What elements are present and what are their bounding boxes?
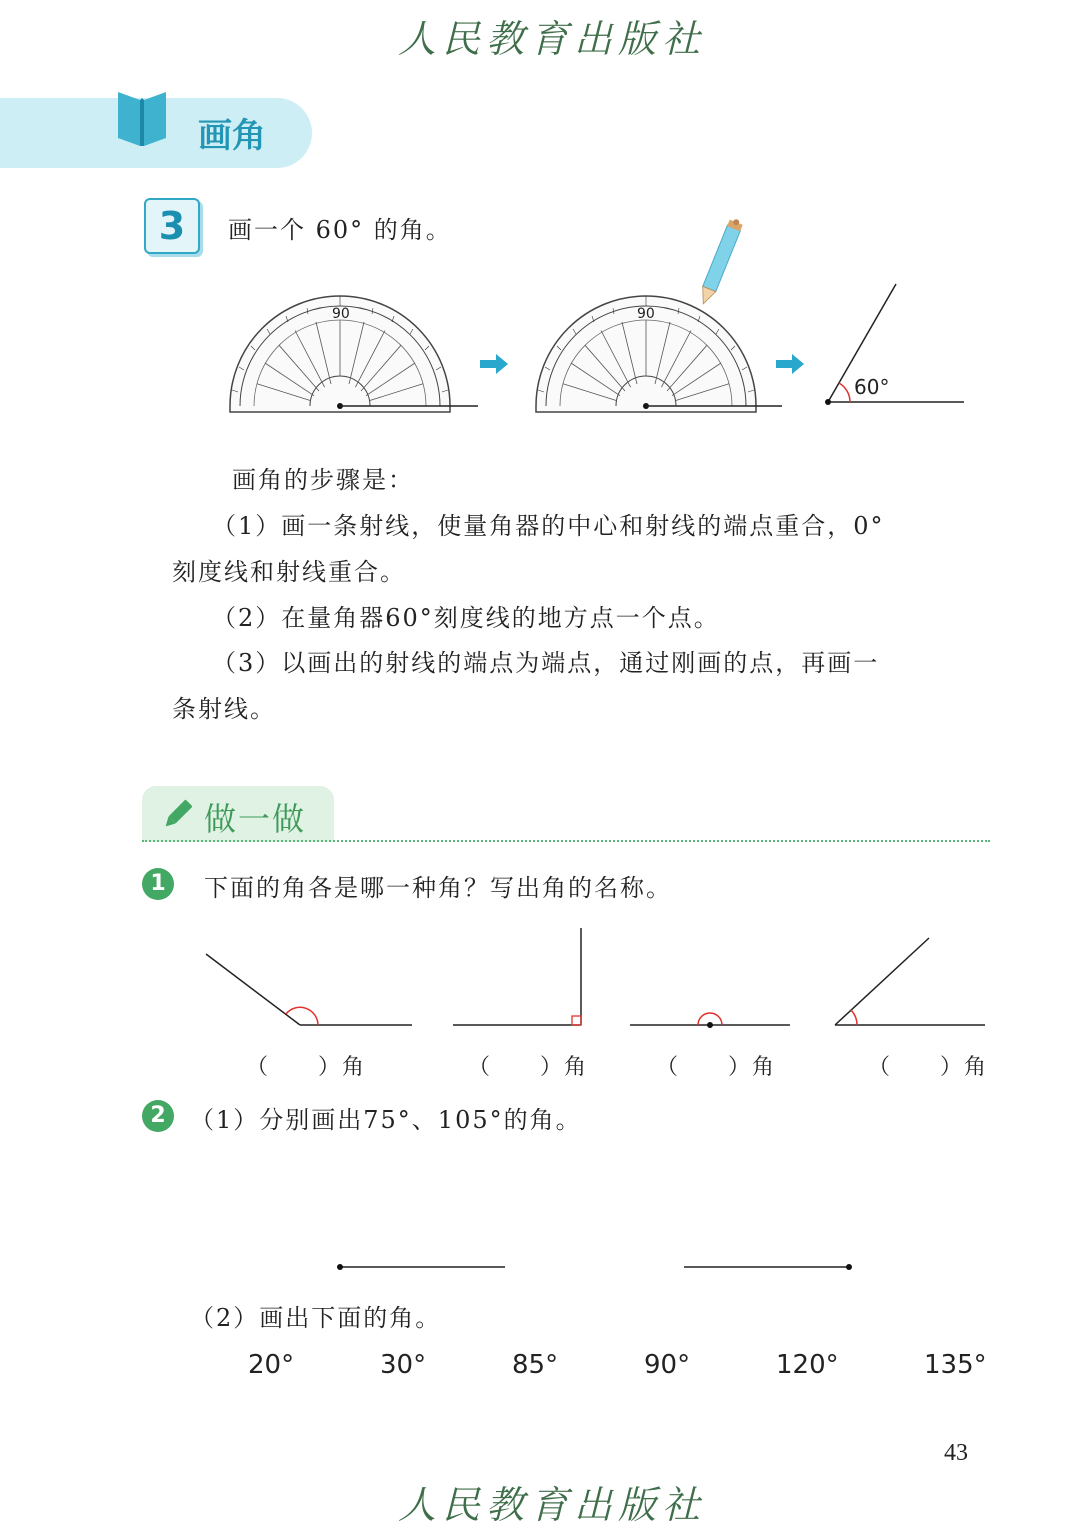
question-2-part-2: （2）画出下面的角。 — [190, 1304, 442, 1332]
example-number-badge: 3 — [144, 198, 200, 254]
pencil-icon — [697, 217, 744, 307]
publisher-watermark-top: 人民教育出版社 — [398, 17, 707, 61]
angle-30: 30° — [380, 1350, 427, 1380]
angle-135: 135° — [924, 1350, 987, 1380]
angle-types-figure — [200, 920, 1000, 1040]
angle-label-60: 60° — [854, 375, 890, 399]
question-2-part-1: （1）分别画出75°、105°的角。 — [190, 1106, 582, 1134]
blank-3[interactable]: （ ）角 — [656, 1055, 777, 1080]
step-2: （2）在量角器60°刻度线的地方点一个点。 — [212, 604, 720, 632]
protractor-mark-2: 90 — [637, 306, 655, 322]
arrow-right-icon — [480, 354, 508, 374]
angle-85: 85° — [512, 1350, 559, 1380]
pencil-icon — [160, 798, 194, 832]
arrow-right-icon — [776, 354, 804, 374]
blank-1[interactable]: （ ）角 — [246, 1055, 367, 1080]
step-3-line-1: （3）以画出的射线的端点为端点，通过刚画的点，再画一 — [212, 649, 880, 677]
protractor-diagram — [220, 210, 980, 420]
step-1-line-1: （1）画一条射线，使量角器的中心和射线的端点重合，0° — [212, 512, 885, 540]
practice-title: 做一做 — [204, 800, 307, 838]
book-icon — [114, 86, 170, 150]
step-3-line-2: 条射线。 — [172, 695, 276, 723]
protractor-mark-1: 90 — [332, 306, 350, 322]
angle-20: 20° — [248, 1350, 295, 1380]
section-title: 画角 — [198, 116, 266, 156]
question-1-badge: 1 — [142, 868, 174, 900]
example-prompt: 画一个 60° 的角。 — [228, 216, 452, 244]
dotted-divider — [142, 840, 990, 842]
page-number: 43 — [944, 1440, 968, 1466]
blank-2[interactable]: （ ）角 — [468, 1055, 589, 1080]
step-1-line-2: 刻度线和射线重合。 — [172, 558, 406, 586]
angle-120: 120° — [776, 1350, 839, 1380]
question-2-badge: 2 — [142, 1100, 174, 1132]
ray-baselines — [330, 1256, 860, 1276]
blank-4[interactable]: （ ）角 — [868, 1055, 989, 1080]
steps-heading: 画角的步骤是： — [232, 466, 414, 494]
question-1-text: 下面的角各是哪一种角？写出角的名称。 — [204, 874, 672, 902]
publisher-watermark-bottom: 人民教育出版社 — [398, 1483, 707, 1527]
angle-90: 90° — [644, 1350, 691, 1380]
